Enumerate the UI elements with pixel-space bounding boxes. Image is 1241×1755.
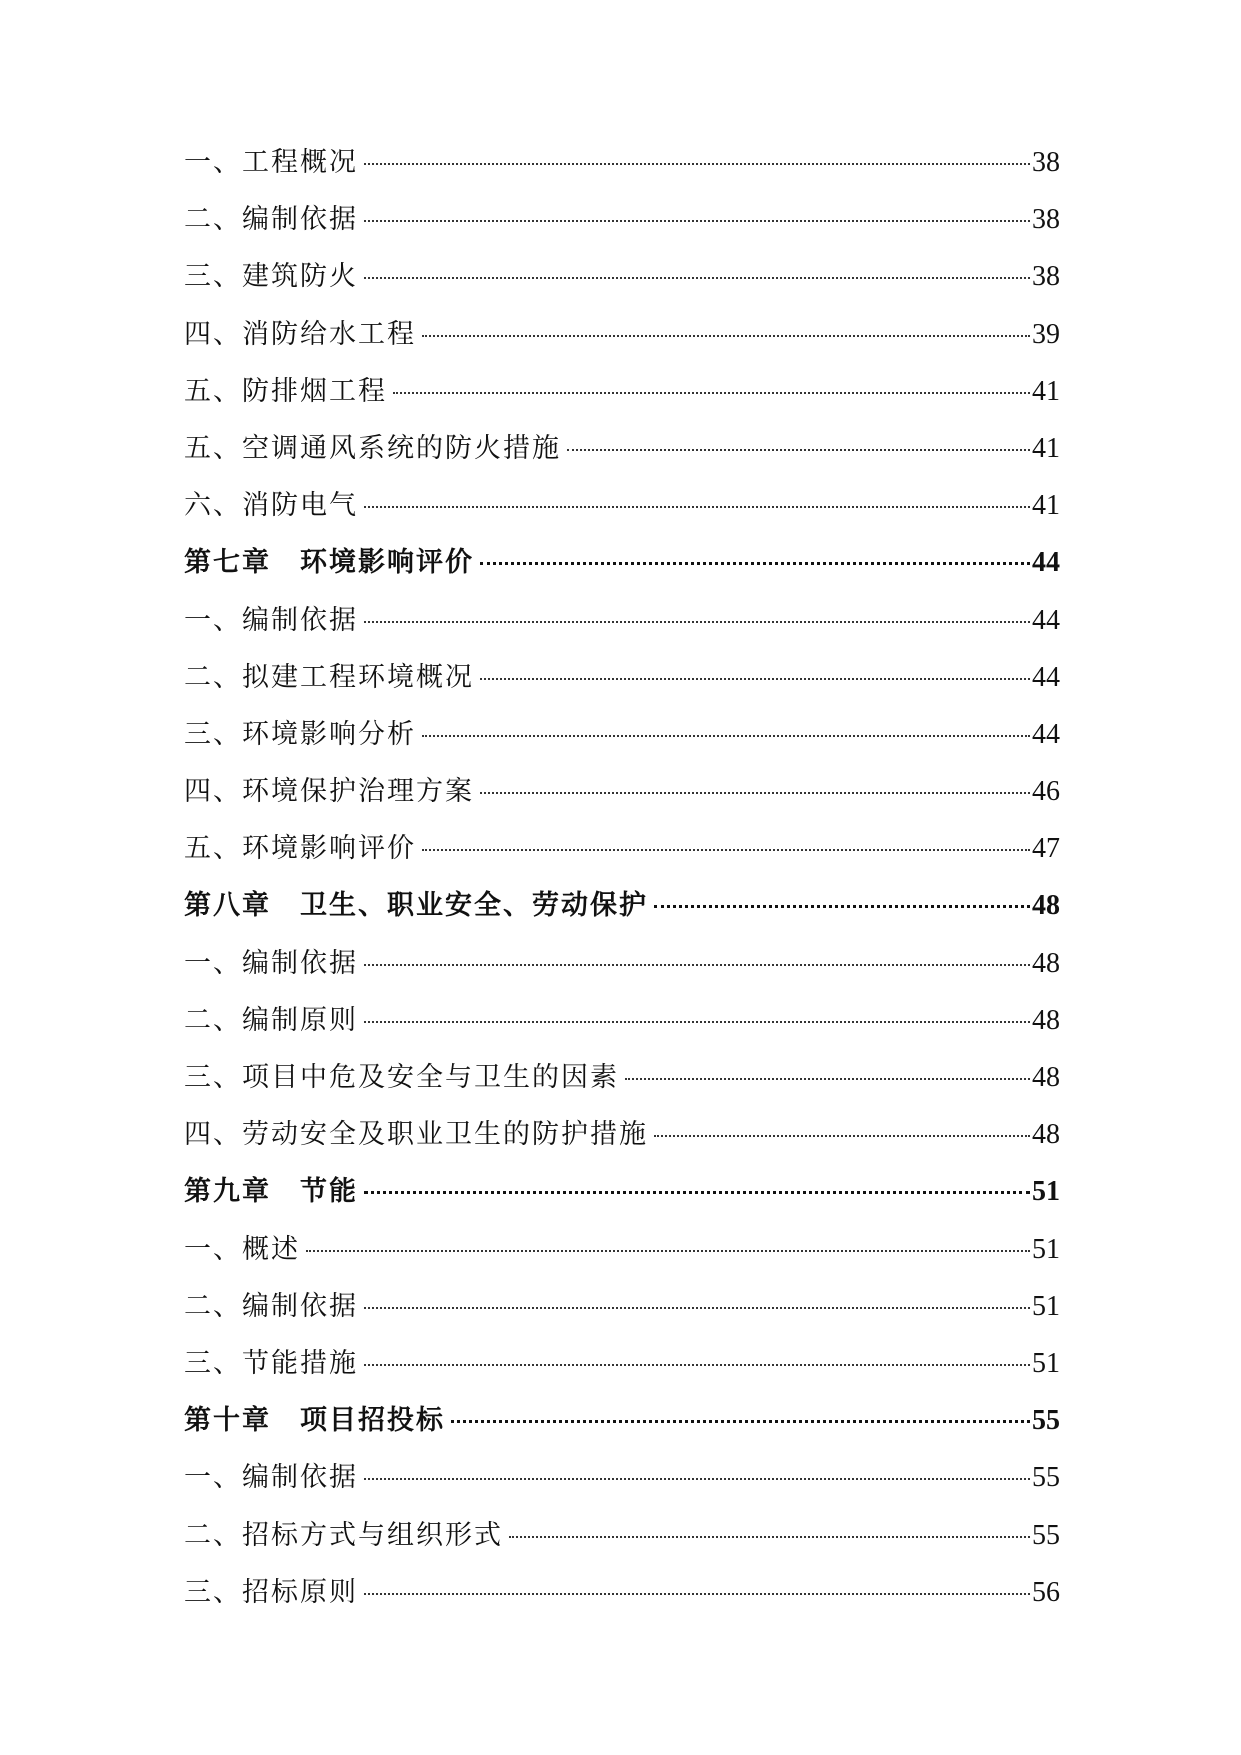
toc-page-number: 51 — [1032, 1233, 1060, 1265]
toc-page-number: 51 — [1032, 1176, 1060, 1208]
toc-dot-leader — [306, 1250, 1030, 1252]
toc-page-number: 48 — [1032, 1119, 1060, 1151]
toc-entry-title: 二、拟建工程环境概况 — [184, 661, 474, 693]
toc-section-entry[interactable] — [184, 935, 1060, 992]
toc-section-entry[interactable] — [184, 134, 1060, 191]
toc-page-number: 55 — [1032, 1405, 1060, 1437]
toc-section-entry[interactable] — [184, 592, 1060, 649]
toc-section-entry[interactable] — [184, 1049, 1060, 1106]
toc-dot-leader — [422, 735, 1030, 737]
toc-page-number: 39 — [1032, 318, 1060, 350]
toc-entry-title: 四、环境保护治理方案 — [184, 776, 474, 808]
toc-section-entry[interactable] — [184, 649, 1060, 706]
toc-entry-title: 五、空调通风系统的防火措施 — [184, 432, 561, 464]
toc-dot-leader — [364, 964, 1030, 966]
toc-dot-leader — [364, 1593, 1030, 1595]
toc-entry-title: 一、编制依据 — [184, 604, 358, 636]
toc-page-number: 48 — [1032, 890, 1060, 922]
toc-entry-title: 三、项目中危及安全与卫生的因素 — [184, 1062, 619, 1093]
toc-section-entry[interactable] — [184, 763, 1060, 820]
toc-entry-title: 三、节能措施 — [184, 1347, 358, 1379]
toc-page-number: 38 — [1032, 147, 1060, 178]
toc-section-entry[interactable] — [184, 706, 1060, 763]
toc-page-number: 56 — [1032, 1576, 1060, 1608]
toc-page-number: 44 — [1032, 718, 1060, 750]
toc-entry-title: 五、防排烟工程 — [184, 375, 387, 407]
toc-dot-leader — [422, 335, 1030, 337]
toc-page-number: 44 — [1032, 604, 1060, 636]
toc-entry-title: 四、消防给水工程 — [184, 318, 416, 350]
toc-section-entry[interactable] — [184, 1335, 1060, 1392]
toc-page-number: 51 — [1032, 1347, 1060, 1379]
toc-section-entry[interactable] — [184, 1564, 1060, 1621]
toc-entry-title: 一、工程概况 — [184, 147, 358, 178]
toc-page-number: 48 — [1032, 1062, 1060, 1093]
toc-entry-title: 第七章 环境影响评价 — [184, 547, 474, 579]
toc-entry-title: 二、编制依据 — [184, 1290, 358, 1322]
toc-dot-leader — [364, 1191, 1030, 1194]
toc-dot-leader — [480, 562, 1030, 565]
toc-chapter-entry[interactable] — [184, 534, 1060, 591]
toc-dot-leader — [364, 220, 1030, 222]
toc-section-entry[interactable] — [184, 1106, 1060, 1163]
toc-section-entry[interactable] — [184, 363, 1060, 420]
toc-entry-title: 六、消防电气 — [184, 490, 358, 522]
toc-dot-leader — [364, 163, 1030, 165]
toc-dot-leader — [480, 678, 1030, 680]
toc-section-entry[interactable] — [184, 1221, 1060, 1278]
toc-section-entry[interactable] — [184, 1278, 1060, 1335]
toc-section-entry[interactable] — [184, 306, 1060, 363]
toc-page-number: 41 — [1032, 375, 1060, 407]
toc-dot-leader — [364, 1307, 1030, 1309]
toc-chapter-entry[interactable] — [184, 1163, 1060, 1220]
toc-page-number: 38 — [1032, 261, 1060, 293]
toc-dot-leader — [364, 1364, 1030, 1366]
toc-page-number: 55 — [1032, 1462, 1060, 1494]
toc-page-number: 44 — [1032, 661, 1060, 693]
toc-entry-title: 五、环境影响评价 — [184, 833, 416, 865]
toc-page-number: 41 — [1032, 490, 1060, 522]
toc-page-number: 41 — [1032, 432, 1060, 464]
toc-dot-leader — [509, 1536, 1030, 1538]
toc-entry-title: 四、劳动安全及职业卫生的防护措施 — [184, 1119, 648, 1151]
toc-entry-title: 三、建筑防火 — [184, 261, 358, 293]
toc-section-entry[interactable] — [184, 992, 1060, 1049]
toc-entry-title: 二、编制原则 — [184, 1004, 358, 1036]
toc-section-entry[interactable] — [184, 477, 1060, 534]
toc-page-number: 48 — [1032, 947, 1060, 979]
toc-section-entry[interactable] — [184, 248, 1060, 305]
toc-entry-title: 二、编制依据 — [184, 204, 358, 236]
toc-page-number: 44 — [1032, 547, 1060, 579]
toc-dot-leader — [364, 277, 1030, 279]
toc-dot-leader — [364, 1021, 1030, 1023]
toc-page-number: 46 — [1032, 776, 1060, 808]
toc-dot-leader — [654, 1135, 1030, 1137]
toc-section-entry[interactable] — [184, 1449, 1060, 1506]
toc-entry-title: 三、招标原则 — [184, 1576, 358, 1608]
toc-entry-title: 第九章 节能 — [184, 1176, 358, 1208]
toc-section-entry[interactable] — [184, 820, 1060, 877]
toc-dot-leader — [393, 392, 1030, 394]
toc-page-number: 47 — [1032, 833, 1060, 865]
toc-entry-title: 三、环境影响分析 — [184, 718, 416, 750]
toc-page-number: 48 — [1032, 1004, 1060, 1036]
toc-chapter-entry[interactable] — [184, 877, 1060, 934]
toc-section-entry[interactable] — [184, 420, 1060, 477]
toc-dot-leader — [625, 1078, 1030, 1080]
toc-entry-title: 第十章 项目招投标 — [184, 1405, 445, 1437]
toc-page-number: 51 — [1032, 1290, 1060, 1322]
toc-dot-leader — [364, 1478, 1030, 1480]
toc-dot-leader — [422, 849, 1030, 851]
toc-entry-title: 第八章 卫生、职业安全、劳动保护 — [184, 890, 648, 922]
toc-entry-title: 一、编制依据 — [184, 1462, 358, 1494]
toc-section-entry[interactable] — [184, 191, 1060, 248]
toc-entry-title: 一、概述 — [184, 1233, 300, 1265]
toc-dot-leader — [567, 449, 1030, 451]
table-of-contents — [184, 134, 1060, 1621]
toc-entry-title: 二、招标方式与组织形式 — [184, 1519, 503, 1551]
toc-dot-leader — [451, 1420, 1030, 1423]
toc-chapter-entry[interactable] — [184, 1392, 1060, 1449]
toc-page-number: 38 — [1032, 204, 1060, 236]
toc-dot-leader — [654, 905, 1030, 908]
toc-dot-leader — [480, 792, 1030, 794]
toc-dot-leader — [364, 621, 1030, 623]
toc-dot-leader — [364, 506, 1030, 508]
toc-section-entry[interactable] — [184, 1507, 1060, 1564]
toc-entry-title: 一、编制依据 — [184, 947, 358, 979]
toc-page-number: 55 — [1032, 1519, 1060, 1551]
